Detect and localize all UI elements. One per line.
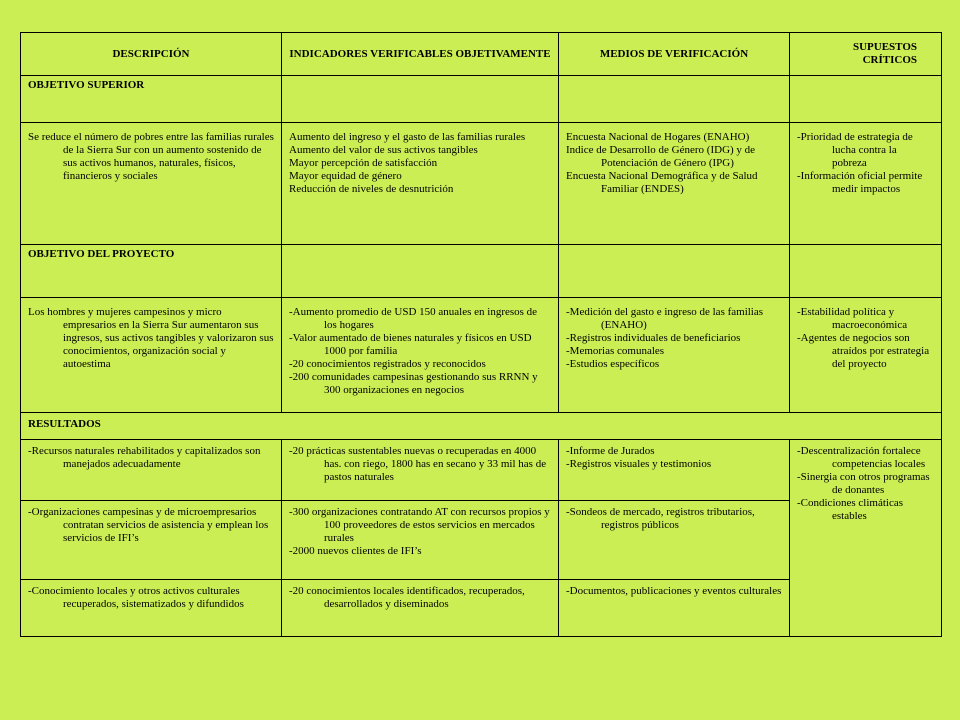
section-label: OBJETIVO DEL PROYECTO: [21, 245, 282, 298]
ind-cell: [282, 123, 559, 245]
desc-cell: [21, 123, 282, 245]
cell-item: Los hombres y mujeres campesinos y micro empresarios en la Sierra Sur aumentaron sus ingresos, sus activos tangibles y valorizaron sus conocimientos, organización social y autoestima: [28, 306, 274, 370]
header-descripcion: DESCRIPCIÓN: [21, 33, 282, 76]
table-row: [21, 123, 942, 245]
cell-item: -20 prácticas sustentables nuevas o recuperadas en 4000 has. con riego, 1800 has en secano y 33 mil has de pastos naturales: [289, 445, 547, 483]
cell-item: -Condiciones climáticas estables: [797, 497, 903, 522]
ind-cell: [282, 580, 559, 637]
section-label: RESULTADOS: [21, 413, 942, 440]
cell-item: Indice de Desarrollo de Género (IDG) y de Potenciación de Género (IPG): [566, 144, 756, 169]
ind-cell: [282, 298, 559, 413]
cell-item: -2000 nuevos clientes de IFI’s: [289, 545, 422, 557]
cell-item: -20 conocimientos registrados y reconocidos: [289, 358, 486, 370]
section-resultados: [21, 413, 942, 440]
header-medios: MEDIOS DE VERIFICACIÓN: [559, 33, 790, 76]
cell-item: -Sondeos de mercado, registros tributarios, registros públicos: [566, 506, 755, 531]
cell-item: -300 organizaciones contratando AT con recursos propios y 100 proveedores de estos servicios en mercados rurales: [289, 506, 550, 544]
header-supuestos: SUPUESTOS CRÍTICOS: [790, 33, 942, 76]
sup-cell: [790, 123, 942, 245]
cell-item: -Aumento promedio de USD 150 anuales en ingresos de los hogares: [289, 306, 538, 331]
cell-item: Encuesta Nacional Demográfica y de Salud Familiar (ENDES): [566, 170, 758, 195]
med-cell: [559, 440, 790, 501]
cell-item: -Agentes de negocios son atraídos por estrategia del proyecto: [797, 332, 930, 370]
cell-item: Mayor equidad de género: [289, 170, 402, 182]
cell-item: Aumento del ingreso y el gasto de las familias rurales: [289, 131, 526, 143]
sup-cell-resultados: [790, 440, 942, 637]
cell-item: -Organizaciones campesinas y de microempresarios contratan servicios de asistencia y emplean los servicios de IFI’s: [28, 506, 269, 544]
table-row: [21, 298, 942, 413]
desc-cell: [21, 501, 282, 580]
cell-item: -Medición del gasto e ingreso de las familias (ENAHO): [566, 306, 764, 331]
header-row: [21, 33, 942, 76]
cell-item: -Estabilidad política y macroeconómica: [797, 306, 908, 331]
cell-item: Reducción de niveles de desnutrición: [289, 183, 454, 195]
med-cell: [559, 501, 790, 580]
desc-cell: [21, 298, 282, 413]
cell-item: -Información oficial permite medir impactos: [797, 170, 923, 195]
section-objetivo-superior: [21, 76, 942, 123]
cell-item: -Conocimiento locales y otros activos culturales recuperados, sistematizados y difundidos: [28, 585, 244, 610]
table-row: [21, 440, 942, 501]
sup-cell: [790, 298, 942, 413]
desc-cell: [21, 580, 282, 637]
cell-item: -Registros visuales y testimonios: [566, 458, 712, 470]
cell-item: -Memorias comunales: [566, 345, 665, 357]
cell-item: -Valor aumentado de bienes naturales y físicos en USD 1000 por familia: [289, 332, 532, 357]
cell-item: -200 comunidades campesinas gestionando sus RRNN y 300 organizaciones en negocios: [289, 371, 538, 396]
logframe-table: [20, 32, 942, 637]
cell-item: -Descentralización fortalece competencias locales: [797, 445, 926, 470]
section-label: OBJETIVO SUPERIOR: [21, 76, 282, 123]
header-indicadores: INDICADORES VERIFICABLES OBJETIVAMENTE: [282, 33, 559, 76]
cell-item: -Estudios específicos: [566, 358, 660, 370]
cell-item: -20 conocimientos locales identificados, recuperados, desarrollados y diseminados: [289, 585, 525, 610]
cell-item: Encuesta Nacional de Hogares (ENAHO): [566, 131, 750, 143]
cell-item: -Recursos naturales rehabilitados y capitalizados son manejados adecuadamente: [28, 445, 261, 470]
cell-item: -Sinergia con otros programas de donantes: [797, 471, 930, 496]
cell-item: Se reduce el número de pobres entre las familias rurales de la Sierra Sur con un aumento sostenido de sus activos humanos, naturales, físicos, financieros y sociales: [28, 131, 274, 182]
cell-item: Mayor percepción de satisfacción: [289, 157, 438, 169]
ind-cell: [282, 501, 559, 580]
med-cell: [559, 298, 790, 413]
cell-item: -Informe de Jurados: [566, 445, 655, 457]
desc-cell: [21, 440, 282, 501]
cell-item: Aumento del valor de sus activos tangibles: [289, 144, 478, 156]
section-objetivo-proyecto: [21, 245, 942, 298]
cell-item: -Documentos, publicaciones y eventos culturales: [566, 585, 782, 597]
med-cell: [559, 123, 790, 245]
cell-item: -Registros individuales de beneficiarios: [566, 332, 741, 344]
ind-cell: [282, 440, 559, 501]
cell-item: -Prioridad de estrategia de lucha contra la pobreza: [797, 131, 913, 169]
med-cell: [559, 580, 790, 637]
